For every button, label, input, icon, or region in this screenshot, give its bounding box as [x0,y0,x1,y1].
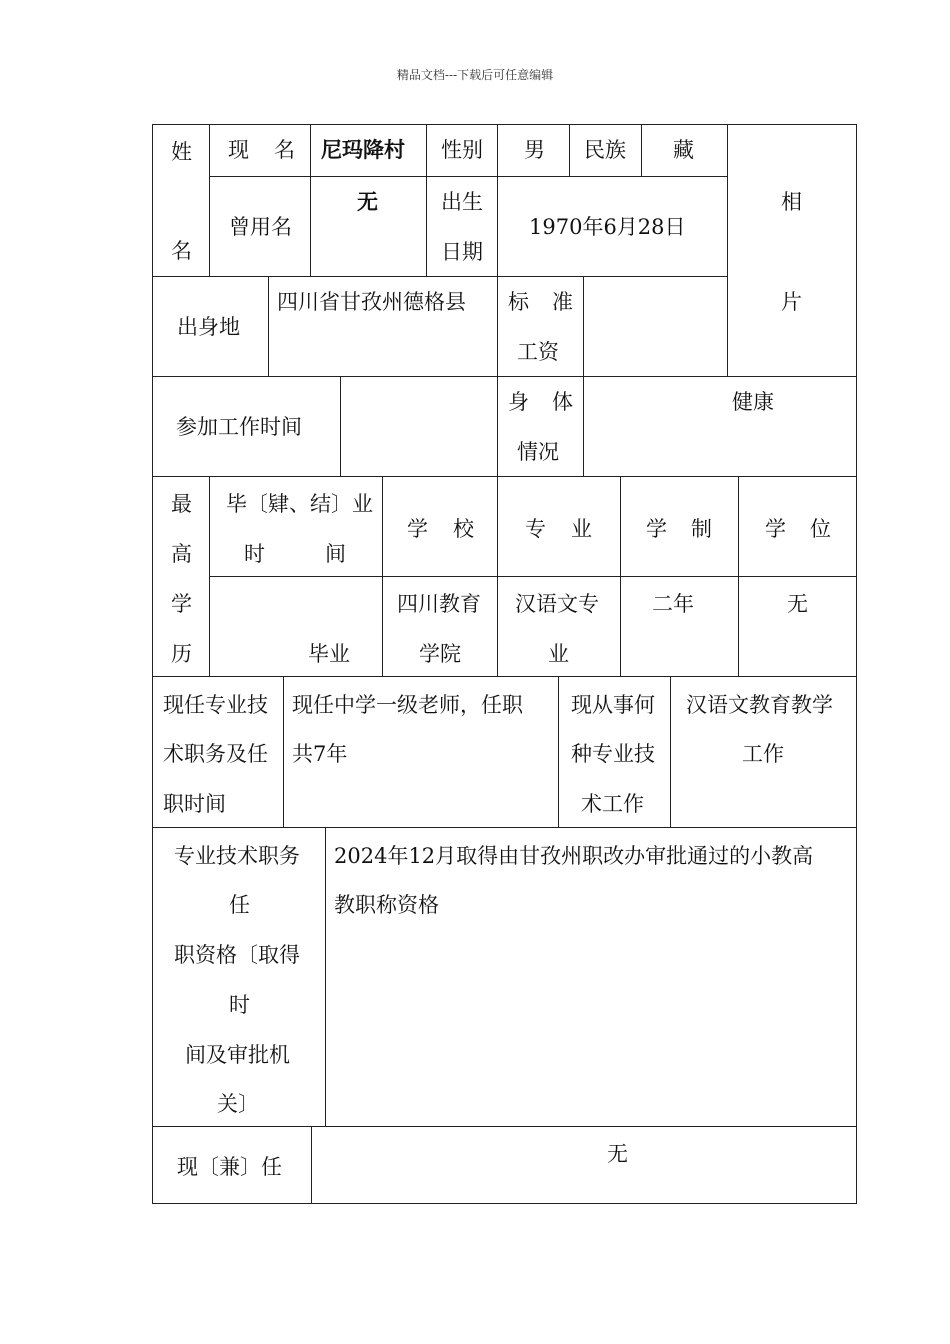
qualification-value-2: 教职称资格 [334,893,439,917]
field-label-1: 现从事何 [571,693,655,717]
education-label-1: 最 [171,492,192,516]
system-value: 二年 [652,592,694,616]
current-name-label-a: 现 [228,138,249,162]
birth-value-cell [497,176,728,277]
grad-time-label-1: 毕〔肄、结〕业 [226,492,373,516]
name-value: 尼玛降村 [321,137,405,162]
system-label-1: 学 [646,517,667,541]
grad-time-value: 毕业 [308,642,350,666]
education-label-cell [152,476,210,677]
current-name-label-cell [209,124,311,177]
ethnic-label: 民族 [584,138,626,162]
system-label-cell [620,476,739,577]
origin-label-cell [152,276,269,377]
grad-time-label-cell [209,476,383,577]
major-value-2: 业 [548,642,569,666]
gender-value: 男 [524,138,545,162]
qualification-value-cell [325,827,857,1127]
ethnic-value-cell [641,124,728,177]
system-value-cell [620,576,739,677]
salary-label-cell [497,276,584,377]
school-label-1: 学 [407,517,428,541]
origin-label: 出身地 [177,315,240,339]
salary-label-1: 标 [508,290,529,314]
birth-label-1: 出生 [441,190,483,214]
ethnic-value: 藏 [673,138,694,162]
page-header: 精品文档---下载后可任意编辑 [396,68,554,82]
school-value-2: 学院 [419,642,461,666]
work-start-label-cell [152,376,341,477]
current-name-label-b: 名 [274,138,295,162]
grad-time-value-cell [209,576,383,677]
qualification-label-4: 时 [229,993,250,1017]
name-value-cell [310,124,427,177]
concurrent-value-cell [311,1126,857,1204]
position-value-1: 现任中学一级老师，任职 [292,693,523,717]
school-value-cell [382,576,498,677]
field-value-cell [670,676,857,828]
position-label-3: 职时间 [163,792,226,816]
concurrent-value: 无 [607,1142,628,1166]
concurrent-label: 现〔兼〕任 [177,1155,282,1179]
health-label-1: 身 [508,390,529,414]
school-value-1: 四川教育 [397,592,481,616]
birth-label-cell [426,176,498,277]
degree-value-cell [738,576,857,677]
position-label-2: 术职务及任 [163,742,268,766]
qualification-label-cell [152,827,326,1127]
former-name-label: 曾用名 [229,215,292,239]
field-label-3: 术工作 [581,792,644,816]
school-label-2: 校 [453,517,474,541]
field-value-2: 工作 [742,742,784,766]
qualification-label-5: 间及审批机 [185,1043,290,1067]
health-label-cell [497,376,584,477]
education-label-3: 学 [171,592,192,616]
origin-value-cell [268,276,498,377]
surname-label-2: 名 [171,239,192,263]
health-value: 健康 [732,390,774,414]
salary-value-cell [583,276,728,377]
position-label-cell [152,676,284,828]
field-value-1: 汉语文教育教学 [686,693,833,717]
position-value-2: 共7年 [292,742,348,766]
former-name-label-cell [209,176,311,277]
system-label-2: 制 [691,517,712,541]
qualification-value-1: 2024年12月取得由甘孜州职改办审批通过的小教高 [334,844,814,868]
degree-value: 无 [787,592,808,616]
education-label-2: 高 [171,542,192,566]
qualification-label-2: 任 [229,893,250,917]
photo-label-1: 相 [781,190,802,214]
former-name-value-cell [310,176,427,277]
field-label-2: 种专业技 [571,742,655,766]
surname-label-cell [152,124,210,277]
school-label-cell [382,476,498,577]
qualification-label-6: 关〕 [217,1092,259,1116]
degree-label-1: 学 [765,517,786,541]
gender-label-cell [426,124,498,177]
major-label-1: 专 [525,517,546,541]
salary-label-2: 准 [552,290,573,314]
concurrent-label-cell [152,1126,312,1204]
ethnic-label-cell [569,124,642,177]
photo-label-2: 片 [781,290,802,314]
degree-label-2: 位 [810,517,831,541]
surname-label-1: 姓 [171,140,192,164]
birth-value: 1970年6月28日 [529,215,686,239]
salary-label-3: 工资 [517,340,559,364]
former-name-value: 无 [357,189,378,214]
health-label-2: 体 [552,390,573,414]
qualification-label-3: 职资格〔取得 [174,943,300,967]
position-value-cell [283,676,559,828]
photo-cell [727,124,857,377]
degree-label-cell [738,476,857,577]
education-label-4: 历 [171,642,192,666]
major-value-1: 汉语文专 [515,592,599,616]
grad-time-label-3: 间 [325,542,346,566]
health-value-cell [583,376,857,477]
work-start-label: 参加工作时间 [176,415,302,439]
health-label-3: 情况 [517,440,559,464]
major-value-cell [497,576,621,677]
origin-value: 四川省甘孜州德格县 [277,290,466,314]
birth-label-2: 日期 [441,240,483,264]
position-label-1: 现任专业技 [163,693,268,717]
major-label-cell [497,476,621,577]
qualification-label-1: 专业技术职务 [174,844,300,868]
major-label-2: 业 [571,517,592,541]
field-label-cell [558,676,671,828]
gender-label: 性别 [441,138,483,162]
work-start-value-cell [340,376,498,477]
gender-value-cell [497,124,570,177]
grad-time-label-2: 时 [244,542,265,566]
